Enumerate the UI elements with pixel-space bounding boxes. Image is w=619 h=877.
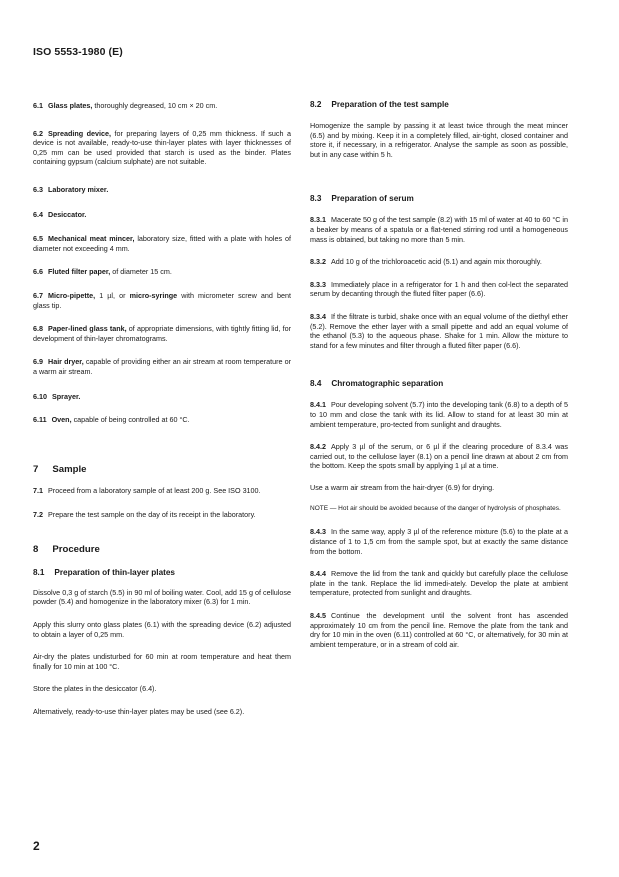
item-6-2: 6.2 Spreading device, for preparing layers of 0,25 mm thickness. If such a device is not available, ready-to-use thin-layer plates with layer thicknesses of 0,25 mm can be used provided that starch is used as the binder. Plates containing gypsum (calcium sulphate) are not suitable.: [33, 128, 291, 167]
para-8-1-e: Alternatively, ready-to-use thin-layer plates may be used (see 6.2).: [33, 707, 245, 717]
para-8-3-2: 8.3.2 Add 10 g of the trichloroacetic acid (5.1) and again mix thoroughly.: [310, 257, 542, 267]
para-7-2: 7.2 Prepare the test sample on the day of its receipt in the laboratory.: [33, 510, 256, 520]
para-8-1-b: Apply this slurry onto glass plates (6.1) with the spreading device (6.2) adjusted to obtain a layer of 0,25 mm.: [33, 620, 291, 639]
para-8-3-4: 8.3.4 If the filtrate is turbid, shake once with an equal volume of the diethyl ether (5.2). Remove the ether layer with a small pipette and add an equal volume of the ethanol (5.3) to the aqueous phase. Shake for 1 min. Allow the mixture to stand for a few minutes and filter through a fluted filter paper (6.6).: [310, 311, 568, 350]
subsection-8-3-heading: 8.3 Preparation of serum: [310, 194, 414, 204]
para-8-1-d: Store the plates in the desiccator (6.4).: [33, 684, 157, 694]
page-header: ISO 5553-1980 (E): [33, 46, 123, 58]
subsection-8-4-heading: 8.4 Chromatographic separation: [310, 379, 444, 389]
item-6-4: 6.4 Desiccator.: [33, 209, 87, 219]
page-number: 2: [33, 839, 40, 853]
para-8-1-a: Dissolve 0,3 g of starch (5.5) in 90 ml of boiling water. Cool, add 15 g of cellulose powder (5.4) and homogenize in the laboratory mixer (6.3) for 1 min.: [33, 587, 291, 607]
para-8-2: Homogenize the sample by passing it at least twice through the meat mincer (6.5) and by mixing. Keep it in a completely filled, air-tight, closed container and store it, if necessary, in a refrigerator. Analyse the sample as soon as possible, but in any case within 5 h.: [310, 121, 568, 159]
right-column: [310, 100, 568, 649]
item-6-8: 6.8 Paper-lined glass tank, of appropriate dimensions, with tightly fitting lid, for development of thin-layer chromatograms.: [33, 324, 291, 343]
item-6-10: 6.10 Sprayer.: [33, 391, 81, 401]
para-8-4-5: 8.4.5 Continue the development until the solvent front has ascended approximately 10 cm from the pencil line. Remove the plate from the tank and dry for 10 min in the oven (6.11) controlled at 60 °C, or alternatively, for 30 min at ambient temperature, or in a stream of cold air.: [310, 611, 568, 649]
section-8-heading: 8 Procedure: [33, 543, 100, 555]
para-8-4-2: 8.4.2 Apply 3 µl of the serum, or 6 µl if the clearing procedure of 8.3.4 was carried out, to the cellulose layer (8.1) on a pencil line drawn at about 2 cm from the bottom. Keep the spots small by applying 1 µl at a time.: [310, 442, 568, 471]
item-6-11: 6.11 Oven, capable of being controlled at 60 °C.: [33, 415, 190, 425]
subsection-8-2-heading: 8.2 Preparation of the test sample: [310, 100, 449, 109]
item-6-9: 6.9 Hair dryer, capable of providing either an air stream at room temperature or a warm air stream.: [33, 357, 291, 376]
subsection-8-1-heading: 8.1 Preparation of thin-layer plates: [33, 567, 175, 577]
item-6-6: 6.6 Fluted filter paper, of diameter 15 cm.: [33, 267, 172, 277]
item-6-3: 6.3 Laboratory mixer.: [33, 184, 109, 194]
para-8-4-4: 8.4.4 Remove the lid from the tank and quickly but carefully place the cellulose plate in the tank. Replace the lid immedi-ately. Develop the plate at ambient temperature, protected from sunlight and draughts.: [310, 569, 568, 598]
para-8-4-3: 8.4.3 In the same way, apply 3 µl of the reference mixture (5.6) to the plate at a distance of 1 to 1,5 cm from the sample spot, but at exactly the same distance from the bottom.: [310, 527, 568, 556]
left-column: [33, 100, 291, 717]
para-8-1-c: Air-dry the plates undisturbed for 60 min at room temperature and heat them finally for 10 min at 100 °C.: [33, 652, 291, 671]
section-7-heading: 7 Sample: [33, 463, 87, 475]
para-8-3-1: 8.3.1 Macerate 50 g of the test sample (8.2) with 15 ml of water at 40 to 60 °C in a beaker by means of a spatula or a flat-tened stirring rod until a homogeneous mass is obtained, but taking no more than 5 min.: [310, 215, 568, 244]
note: NOTE — Hot air should be avoided because of the danger of hydrolysis of phosphates.: [310, 505, 561, 513]
para-8-3-3: 8.3.3 Immediately place in a refrigerator for 1 h and then col-lect the separated serum by decanting through the fluted filter paper (6.6).: [310, 279, 568, 299]
item-6-5: 6.5 Mechanical meat mincer, laboratory size, fitted with a plate with holes of diameter not exceeding 4 mm.: [33, 234, 291, 253]
para-7-1: 7.1 Proceed from a laboratory sample of at least 200 g. See ISO 3100.: [33, 485, 261, 495]
item-6-1: 6.1 Glass plates, thoroughly degreased, 10 cm × 20 cm.: [33, 101, 218, 110]
para-8-4-1: 8.4.1 Pour developing solvent (5.7) into the developing tank (6.8) to a depth of 5 to 10 mm and close the tank with its lid. Allow to stand for at least 30 min at ambient temperature, pro-tected from sunlight and draughts.: [310, 400, 568, 429]
item-6-7: 6.7 Micro-pipette, 1 µl, or micro-syringe with micrometer screw and bent glass tip.: [33, 290, 291, 310]
para-8-4-2-b: Use a warm air stream from the hair-dryer (6.9) for drying.: [310, 482, 495, 492]
